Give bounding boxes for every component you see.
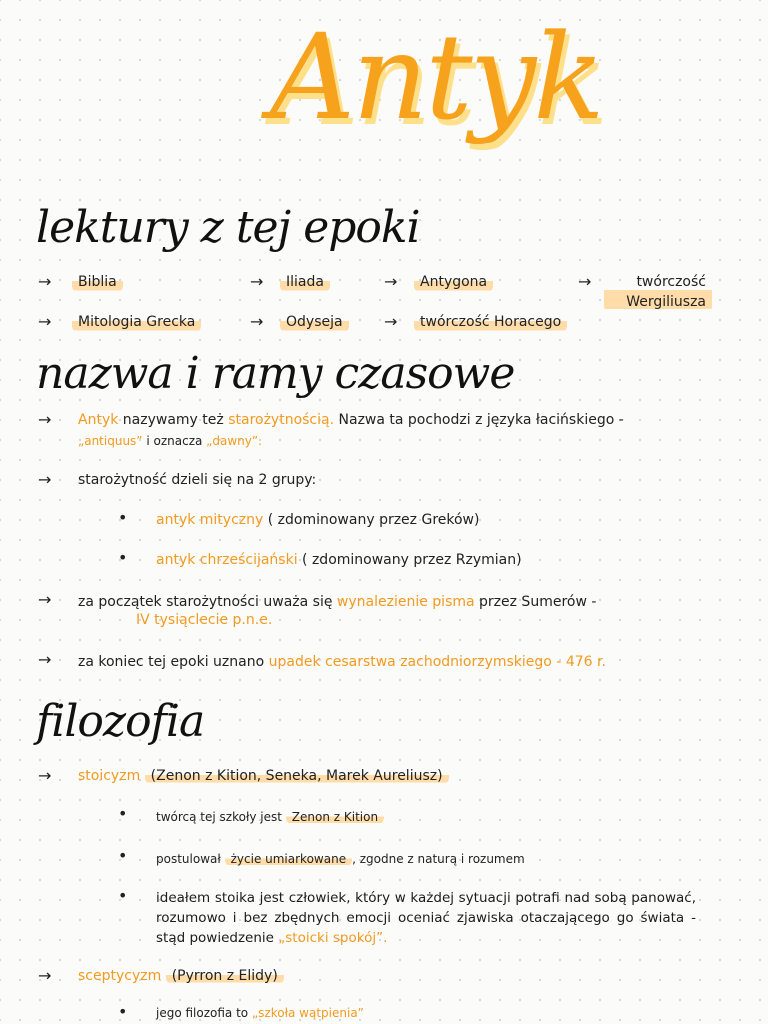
reading-item: twórczość Wergiliusza [604,272,712,312]
paragraph-start-date: IV tysiąclecie p.n.e. [136,612,273,628]
paragraph-name-cont: „antiquus” i oznacza „dawny”. [78,434,262,448]
paragraph-start: za początek starożytności uważa się wynalezienie pisma przez Sumerów - [78,594,597,610]
group-mythic: antyk mityczny ( zdominowany przez Greków) [156,512,480,528]
arrow-icon: → [38,312,52,331]
paragraph-name: Antyk nazywamy też starożytnością. Nazwa ta pochodzi z języka łacińskiego - [78,412,624,428]
arrow-icon: → [38,272,52,291]
heading-filozofia: filozofia [36,696,205,747]
page-title: Antyk [270,8,602,146]
scepticism-desc: jego filozofia to „szkoła wątpienia” [156,1006,364,1020]
heading-lektury: lektury z tej epoki [36,202,420,253]
bullet-icon: • [118,846,128,865]
bullet-icon: • [118,804,128,823]
paragraph-groups: starożytność dzieli się na 2 grupy: [78,472,317,488]
stoicism-founder: twórcą tej szkoły jest Zenon z Kition [156,808,384,826]
stoicism-line: stoicyzm (Zenon z Kition, Seneka, Marek Aureliusz) [78,766,449,786]
arrow-icon: → [384,312,398,331]
reading-item: Antygona [414,272,493,292]
scepticism-line: sceptycyzm (Pyrron z Elidy) [78,966,284,986]
heading-nazwa: nazwa i ramy czasowe [36,348,515,399]
arrow-icon: → [38,410,52,429]
bullet-icon: • [118,548,128,567]
arrow-icon: → [578,272,592,291]
arrow-icon: → [250,312,264,331]
bullet-icon: • [118,508,128,527]
reading-item: Iliada [280,272,330,292]
arrow-icon: → [250,272,264,291]
arrow-icon: → [38,966,52,985]
paragraph-end: za koniec tej epoki uznano upadek cesarstwa zachodniorzymskiego - 476 r. [78,654,606,670]
arrow-icon: → [38,590,52,609]
bullet-icon: • [118,1002,128,1021]
reading-item: Mitologia Grecka [72,312,201,332]
arrow-icon: → [38,650,52,669]
reading-item: Biblia [72,272,123,292]
arrow-icon: → [384,272,398,291]
bullet-icon: • [118,886,128,905]
arrow-icon: → [38,470,52,489]
reading-item: twórczość Horacego [414,312,567,332]
stoicism-postulate: postulował życie umiarkowane , zgodne z naturą i rozumem [156,852,525,866]
stoicism-ideal: ideałem stoika jest człowiek, który w każdej sytuacji potrafi nad sobą panować, rozumowo i bez zbędnych emocji oceniać zjawiska otaczającego go świata - stąd powiedzenie „stoicki spokój”. [156,890,696,946]
arrow-icon: → [38,766,52,785]
reading-item: Odyseja [280,312,349,332]
group-christian: antyk chrześcijański ( zdominowany przez Rzymian) [156,552,522,568]
